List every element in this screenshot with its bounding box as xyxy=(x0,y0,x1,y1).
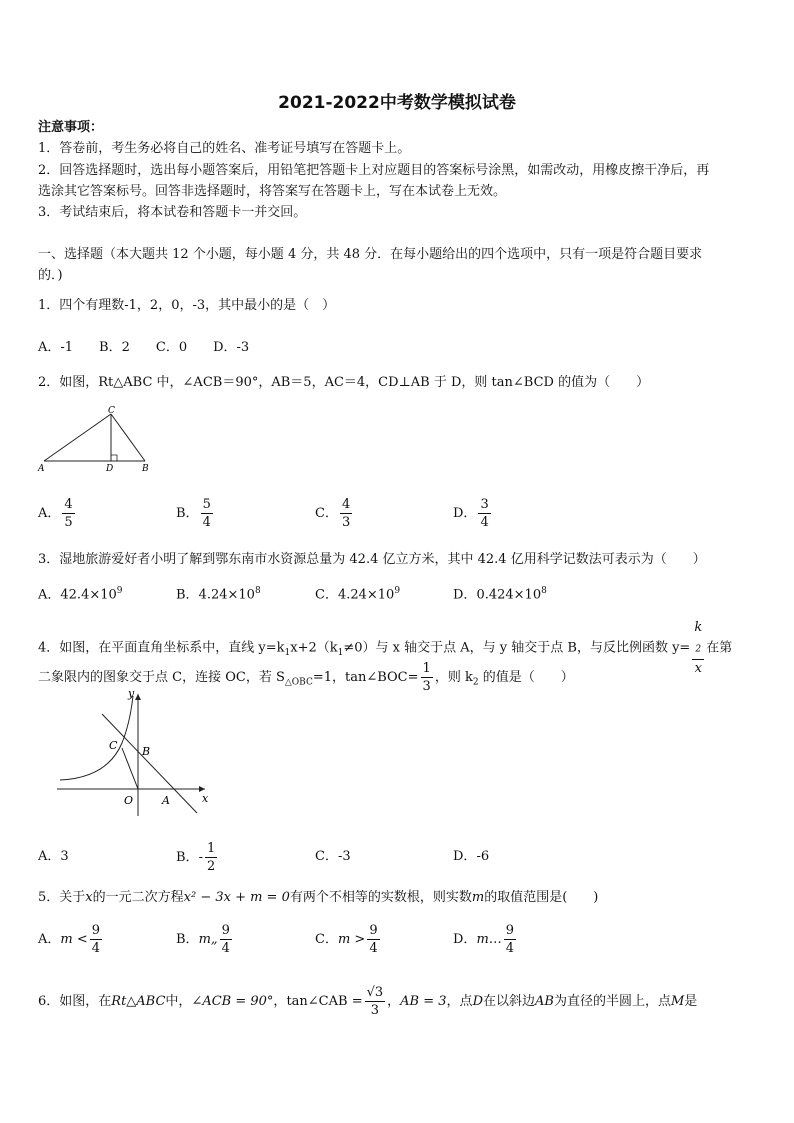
label-C: C xyxy=(109,739,118,752)
notice-item-2-cont: 选涂其它答案标号。回答非选择题时，将答案写在答题卡上，写在本试卷上无效。 xyxy=(38,184,507,199)
line-y-k1x-plus-2 xyxy=(102,714,197,813)
question-1-options: A．-1 B．2 C．0 D．-3 xyxy=(38,340,250,355)
side-BC xyxy=(111,414,145,461)
question-3-option-a: A．$42.4\times 10^9$ xyxy=(38,586,123,603)
notice-item-1: 1．答卷前，考生务必将自己的姓名、准考证号填写在答题卡上。 xyxy=(38,141,411,156)
question-2-option-a: A． $\frac{4}{5}$ xyxy=(38,497,73,530)
section-heading: 一、选择题（本大题共 12 个小题，每小题 4 分，共 48 分．在每小题给出的四个选项中，只有一项是符合题目要求 xyxy=(38,247,703,262)
segment-OC xyxy=(122,748,138,789)
question-4-coordinate-figure xyxy=(52,688,217,820)
question-3-option-d: D．$0.424\times 10^8$ xyxy=(453,586,547,603)
question-4-stem-cont: 二象限内的图象交于点 C，连接 OC，若 $S_{\triangle OBC}=1$，tan∠BOC= $\frac{1}{3}$ ，则 $k_2$ 的值是（ ） xyxy=(38,661,574,694)
question-4-option-d: D．-6 xyxy=(453,849,490,864)
label-x: x xyxy=(202,792,209,805)
question-1-stem: 1．四个有理数-1，2，0，-3，其中最小的是（ ） xyxy=(38,298,336,313)
label-C: C xyxy=(108,406,115,416)
page-title: 2021-2022中考数学模拟试卷 xyxy=(278,93,516,113)
right-angle-mark xyxy=(111,455,117,461)
notice-item-2: 2．回答选择题时，选出每小题答案后，用铅笔把答题卡上对应题目的答案标号涂黑，如需改动，用橡皮擦干净后，再 xyxy=(38,163,710,178)
notice-heading: 注意事项： xyxy=(38,120,104,135)
question-4-stem: 4．如图，在平面直角坐标系中，直线 $y=k_1x+2(k_1\ne 0)$与 x 轴交于点 A，与 y 轴交于点 B，与反比例函数 y= k $_2$ x 在第 xyxy=(38,620,733,676)
question-4-option-c: C．-3 xyxy=(315,849,351,864)
side-AC xyxy=(44,414,111,461)
label-O: O xyxy=(124,794,134,807)
question-2-triangle-figure xyxy=(36,405,151,473)
question-2-option-b: B． $\frac{5}{4}$ xyxy=(176,497,211,530)
question-5-option-b: B．m„ $\frac{9}{4}$ xyxy=(176,923,230,956)
question-4-option-b: B．- $\frac{1}{2}$ xyxy=(176,841,216,874)
question-3-stem: 3．湿地旅游爱好者小明了解到鄂东南市水资源总量为 42.4 亿立方米，其中 42.4 亿用科学记数法可表示为（ ） xyxy=(38,552,706,567)
label-A: A xyxy=(162,794,170,807)
question-3-option-c: C．$4.24\times 10^9$ xyxy=(315,586,401,603)
notice-item-3: 3．考试结束后，将本试卷和答题卡一并交回。 xyxy=(38,205,307,220)
y-axis-arrow xyxy=(135,694,141,700)
label-B: B xyxy=(142,745,151,758)
question-6-stem: 6．如图，在Rt△ABC中，∠ACB = 90°，tan∠CAB = $\frac{√3}{3}$ ，AB = 3，点D在以斜边AB为直径的半圆上，点M是 xyxy=(38,985,698,1018)
question-5-stem: 5．关于x的一元二次方程x² − 3x + m = 0有两个不相等的实数根，则实数m的取值范围是( ) xyxy=(38,890,599,905)
question-2-stem: 2．如图，Rt△ABC 中，∠ACB＝90°，AB＝5，AC＝4，CD⊥AB 于 D，则 tan∠BCD 的值为（ ） xyxy=(38,375,650,390)
section-heading-cont: 的．) xyxy=(38,268,63,283)
label-A: A xyxy=(38,464,45,473)
question-5-option-a: A．m < $\frac{9}{4}$ xyxy=(38,923,101,956)
label-y: y xyxy=(128,688,135,700)
question-2-option-d: D． $\frac{3}{4}$ xyxy=(453,497,489,530)
hyperbola-curve xyxy=(60,696,133,780)
question-3-option-b: B．$4.24\times 10^8$ xyxy=(176,586,261,603)
label-B: B xyxy=(142,464,149,473)
question-5-option-d: D．m… $\frac{9}{4}$ xyxy=(453,923,515,956)
question-2-option-c: C． $\frac{4}{3}$ xyxy=(315,497,351,530)
question-4-option-a: A．3 xyxy=(38,849,69,864)
question-5-option-c: C．m > $\frac{9}{4}$ xyxy=(315,923,378,956)
label-D: D xyxy=(106,464,114,473)
